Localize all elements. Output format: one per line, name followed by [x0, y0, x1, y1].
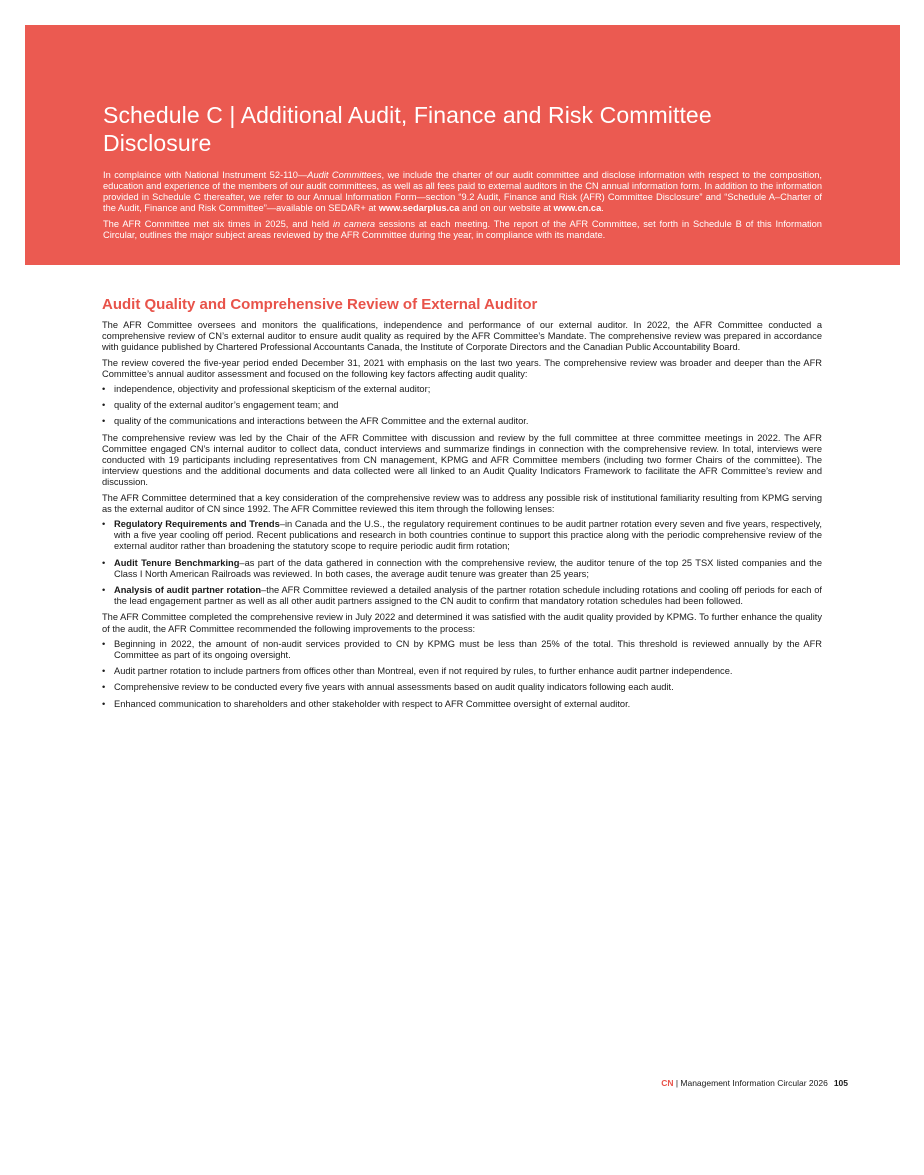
- banner-intro-paragraph: In complaince with National Instrument 52-110—Audit Committees, we include the charter of our audit committee and disclose information with respect to the composition, education and experience of the members of our audit committees, as well as all fees paid to external auditors in the CN annual information form. In addition to the information provided in Schedule C thereafter, we refer to our Annual Information Form—section “9.2 Audit, Finance and Risk (AFR) Committee Disclosure” and “Schedule A–Charter of the Audit, Finance and Risk Committee”—available on SEDAR+ at www.sedarplus.ca and on our website at www.cn.ca.: [103, 170, 823, 213]
- instrument-title: Audit Committees: [307, 170, 382, 180]
- list-item: • Audit Tenure Benchmarking–as part of the data gathered in connection with the comprehensive review, the auditor tenure of the top 25 TSX listed companies and the Class I North American Railroads was reviewed. In both cases, the average audit tenure was greater than 25 years;: [102, 557, 822, 579]
- section-heading: Audit Quality and Comprehensive Review of External Auditor: [102, 296, 538, 313]
- list-item: • quality of the external auditor’s engagement team; and: [102, 400, 339, 411]
- banner-meetings-paragraph: The AFR Committee met six times in 2025, and held in camera sessions at each meeting. The report of the AFR Committee, set forth in Schedule B of this Information Circular, outlines the major subject areas reviewed by the AFR Committee during the year, in compliance with its mandate.: [103, 219, 822, 240]
- list-item: • independence, objectivity and professional skepticism of the external auditor;: [102, 384, 431, 395]
- list-item: • Enhanced communication to shareholders and other stakeholder with respect to AFR Committee oversight of external auditor.: [102, 698, 631, 709]
- page-number: 105: [833, 1078, 848, 1088]
- list-item: • Audit partner rotation to include partners from offices other than Montreal, even if not required by rules, to further enhance audit partner independence.: [102, 666, 733, 677]
- list-item: • quality of the communications and interactions between the AFR Committee and the external auditor.: [102, 416, 529, 427]
- audit-quality-section: [102, 295, 822, 715]
- list-item: • Beginning in 2022, the amount of non-audit services provided to CN by KPMG must be less than 25% of the total. This threshold is reviewed annually by the AFR Committee as part of its ongoing oversight.: [102, 638, 822, 661]
- schedule-title: Schedule C | Additional Audit, Finance and Risk Committee Disclosure: [103, 102, 712, 156]
- improvements-list: [102, 639, 822, 710]
- paragraph-oversight: The AFR Committee oversees and monitors the qualifications, independence and performance of our external auditor. In 2022, the AFR Committee conducted a comprehensive review of CN’s external auditor to ensure audit quality as required by the AFR Committee’s Mandate. The comprehensive review was prepared in accordance with guidance published by Chartered Professional Accountants Canada, the Institute of Corporate Directors and the Canadian Public Accountability Board.: [102, 320, 822, 353]
- sedarplus-link[interactable]: www.sedarplus.ca: [378, 203, 460, 213]
- cn-website-link[interactable]: www.cn.ca: [553, 203, 602, 213]
- review-lenses-list: [102, 519, 822, 607]
- list-item: • Comprehensive review to be conducted every five years with annual assessments based on audit quality indicators following each audit.: [102, 682, 674, 693]
- paragraph-review-scope: The review covered the five-year period ended December 31, 2021 with emphasis on the last two years. The comprehensive review was broader and deeper than the AFR Committee’s annual auditor assessment and focused on the following key factors affecting audit quality:: [102, 357, 822, 379]
- footer-publication: | Management Information Circular 2026: [673, 1078, 828, 1088]
- paragraph-review-process: The comprehensive review was led by the Chair of the AFR Committee with discussion and review by the full committee at three committee meetings in 2022. The AFR Committee engaged CN’s internal auditor to collect data, conduct interviews and summarize findings in connection with the comprehensive review. In total, interviews were conducted with 19 participants including representatives from CN management, KPMG and AFR Committee members (including two former Chairs of the committee). The interview questions and the additional documents and data collected were all linked to an Audit Quality Indicators Framework to facilitate the AFR Committee’s review and discussion.: [102, 432, 822, 488]
- schedule-banner: [25, 25, 900, 265]
- quality-factors-list: [102, 384, 822, 428]
- page-footer: [661, 1078, 848, 1089]
- footer-brand: CN: [661, 1078, 674, 1088]
- paragraph-familiarity-risk: The AFR Committee determined that a key consideration of the comprehensive review was to address any possible risk of institutional familiarity resulting from KPMG serving as the external auditor of CN since 1992. The AFR Committee reviewed this item through the following lenses:: [102, 492, 822, 514]
- list-item: • Regulatory Requirements and Trends–in Canada and the U.S., the regulatory requirement continues to be audit partner rotation every seven and five years, respectively, with a five year cooling off period. Recent publications and research in both countries continue to support this practice along with the periodic comprehensive review of the external auditor rather than broadening the statutory scope to require periodic audit firm rotation;: [102, 519, 822, 552]
- list-item: • Analysis of audit partner rotation–the AFR Committee reviewed a detailed analysis of the partner rotation schedule including rotations and cooling off periods for each of the lead engagement partner as well as all other audit partners assigned to the CN audit to confirm that mandatory rotation schedules had been followed.: [102, 585, 823, 607]
- paragraph-review-outcome: The AFR Committee completed the comprehensive review in July 2022 and determined it was satisfied with the audit quality provided by KPMG. To further enhance the quality of the audit, the AFR Committee recommended the following improvements to the process:: [102, 612, 822, 634]
